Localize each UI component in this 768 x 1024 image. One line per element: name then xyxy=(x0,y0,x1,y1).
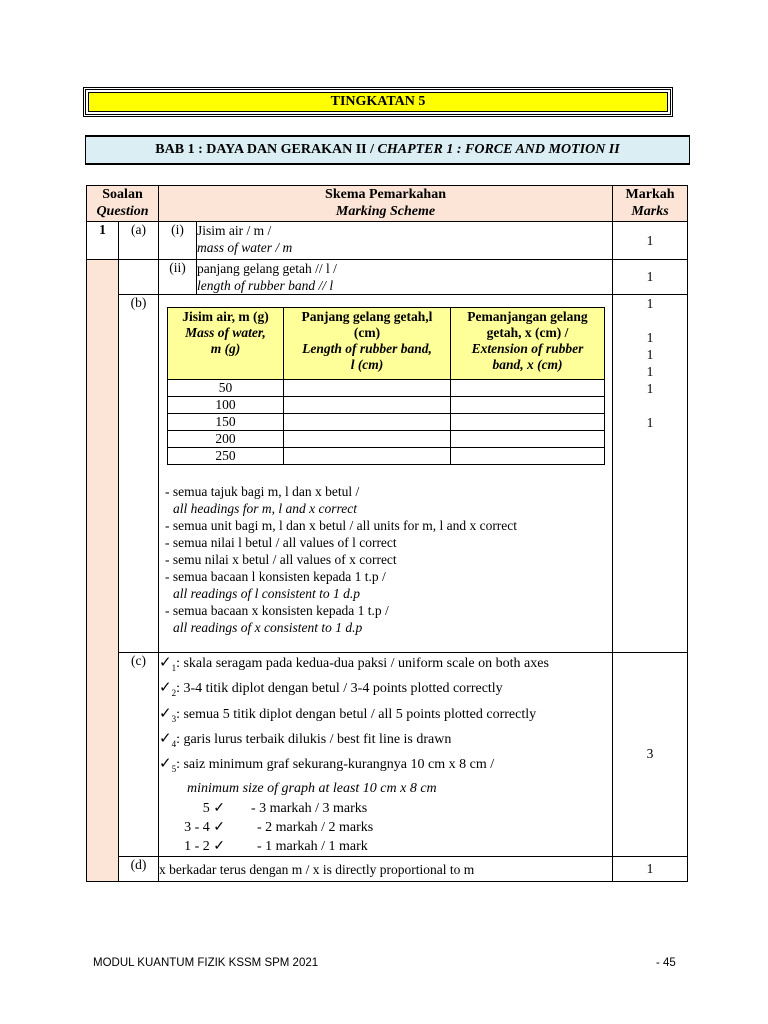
part-a-label: (a) xyxy=(119,222,159,260)
data-table-length xyxy=(284,414,451,431)
part-c-label: (c) xyxy=(119,653,159,857)
part-a-ii-mark: 1 xyxy=(613,260,688,295)
part-a-ii-label: (ii) xyxy=(159,260,197,295)
data-table-extension xyxy=(451,448,605,465)
header-question: Soalan Question xyxy=(87,186,159,222)
part-b-marks: 1 1 1 1 1 1 xyxy=(613,295,688,653)
part-d-label: (d) xyxy=(119,856,159,881)
data-table-extension xyxy=(451,380,605,397)
question-side-shade xyxy=(87,260,119,882)
data-table-mass: 200 xyxy=(168,431,284,448)
part-a-ii-answer: panjang gelang getah // l / length of rubber band // l xyxy=(197,260,613,295)
data-table-length xyxy=(284,380,451,397)
data-table-mass: 100 xyxy=(168,397,284,414)
check-icon: ✓ xyxy=(159,703,172,722)
criterion: all readings of x consistent to 1 d.p xyxy=(173,620,363,635)
criterion: - semua bacaan l konsisten kepada 1 t.p / xyxy=(165,569,386,584)
part-b-criteria xyxy=(159,465,612,636)
banner-title: TINGKATAN 5 xyxy=(88,92,668,112)
data-table-header-extension: Pemanjangan gelang getah, x (cm) / Extension of rubber band, x (cm) xyxy=(451,308,605,380)
chapter-malay: BAB 1 : DAYA DAN GERAKAN II / xyxy=(155,142,375,157)
data-table-extension xyxy=(451,431,605,448)
part-a-ii-empty xyxy=(119,260,159,295)
data-table-length xyxy=(284,448,451,465)
criterion: - semua tajuk bagi m, l dan x betul / xyxy=(165,484,360,499)
part-b-label: (b) xyxy=(119,295,159,653)
part-a-i-label: (i) xyxy=(159,222,197,260)
criterion: - semua unit bagi m, l dan x betul / all units for m, l and x correct xyxy=(165,518,518,533)
data-table-extension xyxy=(451,414,605,431)
part-c-mark: 3 xyxy=(613,653,688,857)
criterion: all readings of l consistent to 1 d.p xyxy=(173,586,360,601)
check-icon: ✓ xyxy=(159,678,172,697)
criterion: - semu nilai x betul / all values of x correct xyxy=(165,552,397,567)
criterion: - semua nilai l betul / all values of l correct xyxy=(165,535,397,550)
part-a-i-answer: Jisim air / m / mass of water / m xyxy=(197,222,613,260)
chapter-title xyxy=(85,135,690,165)
header-marks: Markah Marks xyxy=(613,186,688,222)
data-table-header-length: Panjang gelang getah,l (cm) Length of rubber band, l (cm) xyxy=(284,308,451,380)
part-a-i-mark: 1 xyxy=(613,222,688,260)
footer-page-number: - 45 xyxy=(656,957,676,969)
criterion: all headings for m, l and x correct xyxy=(173,501,357,516)
data-table-mass: 50 xyxy=(168,380,284,397)
question-number: 1 xyxy=(87,222,119,260)
check-icon: ✓ xyxy=(159,653,172,671)
part-d-mark: 1 xyxy=(613,856,688,881)
data-table-length xyxy=(284,431,451,448)
chapter-english: CHAPTER 1 : FORCE AND MOTION II xyxy=(377,142,620,157)
data-table-extension xyxy=(451,397,605,414)
header-marking-scheme: Skema Pemarkahan Marking Scheme xyxy=(159,186,613,222)
form-banner xyxy=(83,87,673,117)
footer-module-title: MODUL KUANTUM FIZIK KSSM SPM 2021 xyxy=(93,957,319,969)
check-icon: ✓ xyxy=(159,754,172,773)
criterion: - semua bacaan x konsisten kepada 1 t.p / xyxy=(165,603,389,618)
data-table-header-mass: Jisim air, m (g) Mass of water, m (g) xyxy=(168,308,284,380)
data-table-mass: 250 xyxy=(168,448,284,465)
data-table-mass: 150 xyxy=(168,414,284,431)
part-d-answer: x berkadar terus dengan m / x is directly proportional to m xyxy=(159,856,613,881)
data-table xyxy=(167,307,605,465)
marking-scheme-table xyxy=(86,185,688,882)
part-c-content: $✓_1$: skala seragam pada kedua-dua paksi / uniform scale on both axes $✓_2$: 3-4 titik diplot dengan betul / 3-4 points plotted correctly $✓_3$: semua 5 titik diplot dengan betul / all 5 points plotted correctly $✓_4$: garis lurus terbaik dilukis / best fit line is drawn $✓_5$: saiz minimum graf sekurang-kurangnya 10 cm x 8 cm / minimum size of graph at least 10 cm x 8 cm 5 ✓ - 3 markah / 3 marks 3 - 4 ✓ - 2 markah / 2 marks 1 - 2 ✓ - 1 markah / 1 mark xyxy=(159,653,613,857)
part-b-content xyxy=(159,295,613,653)
data-table-length xyxy=(284,397,451,414)
check-icon: ✓ xyxy=(159,728,172,747)
